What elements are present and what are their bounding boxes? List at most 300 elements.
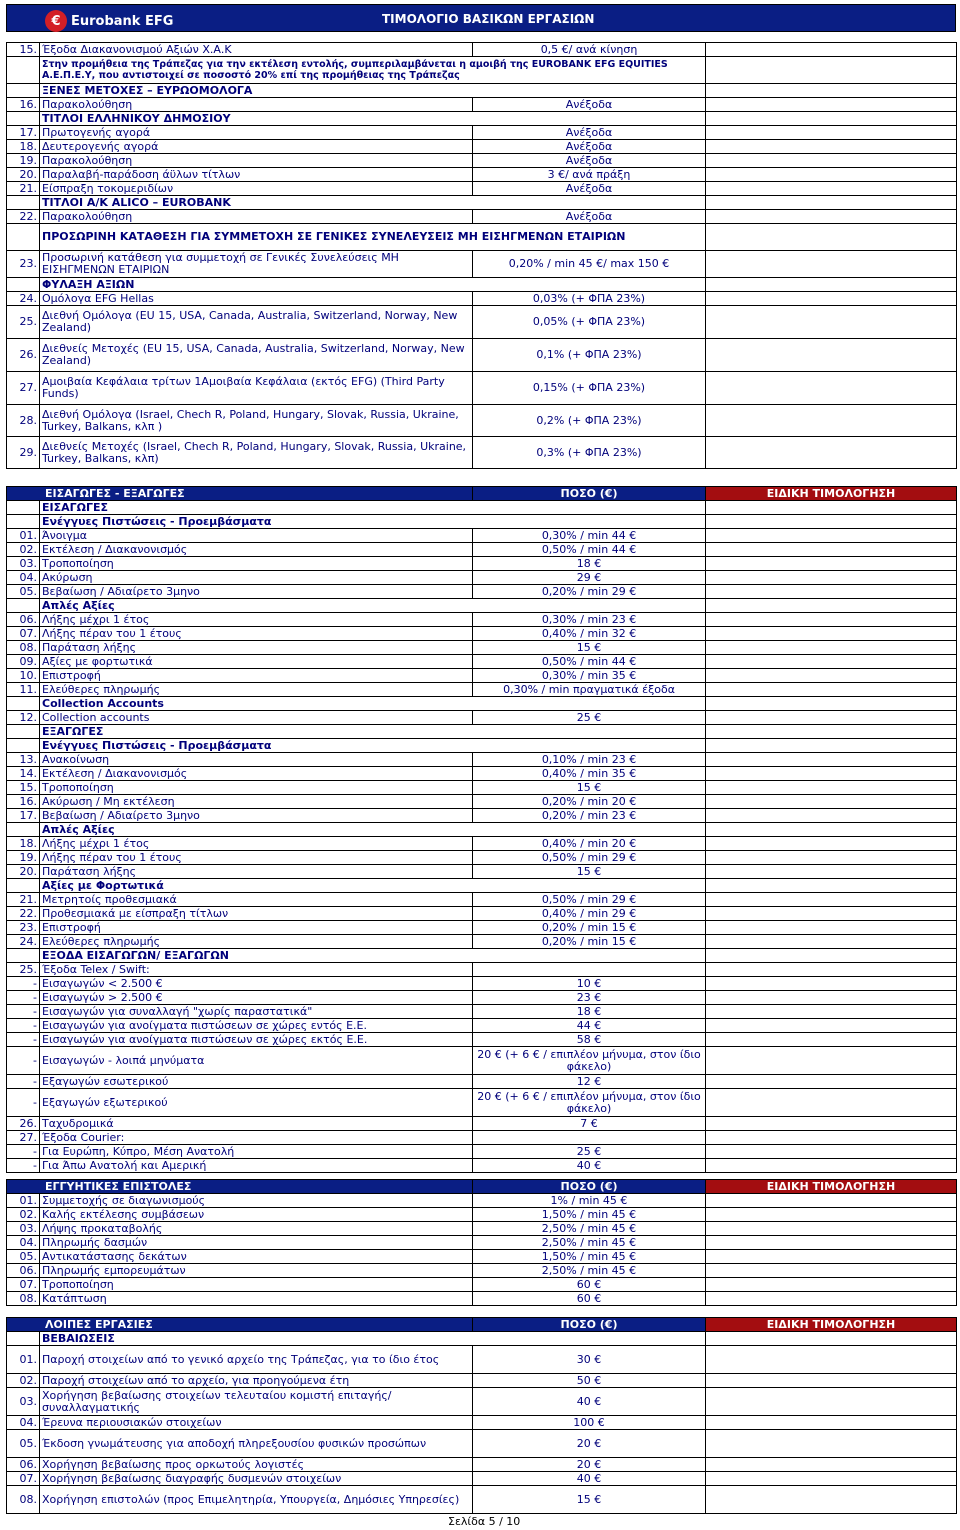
fee-amount: 25 € [473, 1145, 706, 1159]
special-pricing-cell [706, 1458, 957, 1472]
table-row [7, 795, 957, 809]
special-pricing-cell [706, 515, 957, 529]
special-pricing-cell [706, 1145, 957, 1159]
row-number: 29. [7, 437, 40, 469]
row-number: - [7, 1159, 40, 1173]
table-row [7, 739, 957, 753]
page-title: ΤΙΜΟΛΟΓΙΟ ΒΑΣΙΚΩΝ ΕΡΓΑΣΙΩΝ [382, 12, 595, 26]
section-heading: ΒΕΒΑΙΩΣΕΙΣ [40, 1332, 706, 1346]
special-pricing-cell [706, 1075, 957, 1089]
table-row [7, 571, 957, 585]
fee-amount: 15 € [473, 865, 706, 879]
table-row [7, 1430, 957, 1458]
row-number [7, 949, 40, 963]
fee-amount: 20 € (+ 6 € / επιπλέον μήνυμα, στον ίδιο φάκελο) [473, 1089, 706, 1117]
fee-amount: Ανέξοδα [473, 140, 706, 154]
special-pricing-cell [706, 529, 957, 543]
service-description: Εξαγωγών εξωτερικού [40, 1089, 473, 1117]
table-row [7, 278, 957, 292]
service-description: Εισαγωγών για συναλλαγή "χωρίς παραστατικά" [40, 1005, 473, 1019]
row-number: 20. [7, 865, 40, 879]
service-description: Διεθνή Ομόλογα (EU 15, USA, Canada, Australia, Switzerland, Norway, New Zealand) [40, 306, 473, 339]
special-pricing-cell [706, 1332, 957, 1346]
service-description: Αμοιβαία Κεφάλαια τρίτων 1Αμοιβαία Κεφάλαια (εκτός EFG) (Third Party Funds) [40, 372, 473, 405]
special-pricing-cell [706, 655, 957, 669]
row-number: 07. [7, 1472, 40, 1486]
table-row [7, 767, 957, 781]
fee-amount: 0,40% / min 32 € [473, 627, 706, 641]
special-pricing-cell [706, 1486, 957, 1514]
service-description: Λήξης μέχρι 1 έτος [40, 837, 473, 851]
fee-amount: 0,30% / min 35 € [473, 669, 706, 683]
service-description: Εισαγωγών για ανοίγματα πιστώσεων σε χώρες εντός Ε.Ε. [40, 1019, 473, 1033]
service-description: Τροποποίηση [40, 1278, 473, 1292]
row-number: - [7, 1075, 40, 1089]
fee-amount: 0,20% / min 23 € [473, 809, 706, 823]
service-description: Αξίες με φορτωτικά [40, 655, 473, 669]
row-number: 19. [7, 851, 40, 865]
service-description: Για Ευρώπη, Κύπρο, Μέση Ανατολή [40, 1145, 473, 1159]
special-pricing-cell [706, 112, 957, 126]
row-number: - [7, 1145, 40, 1159]
table-row [7, 907, 957, 921]
special-pricing-cell [706, 767, 957, 781]
fee-amount: 0,20% / min 45 €/ max 150 € [473, 251, 706, 278]
table-row [7, 627, 957, 641]
row-number: 03. [7, 1388, 40, 1416]
special-pricing-cell [706, 1117, 957, 1131]
section-heading: Ενέγγυες Πιστώσεις - Προεμβάσματα [40, 739, 706, 753]
service-description: Προθεσμιακά με είσπραξη τίτλων [40, 907, 473, 921]
special-pricing-cell [706, 1264, 957, 1278]
row-number: - [7, 1089, 40, 1117]
row-number: 23. [7, 921, 40, 935]
row-number: 27. [7, 1131, 40, 1145]
section-heading: Αξίες με Φορτωτικά [40, 879, 706, 893]
table-row [7, 669, 957, 683]
service-description: Έξοδα Διακανονισμού Αξιών Χ.Α.Κ [40, 43, 473, 57]
table-row [7, 753, 957, 767]
service-description: Ομόλογα EFG Hellas [40, 292, 473, 306]
fee-amount: 18 € [473, 1005, 706, 1019]
row-number: 02. [7, 543, 40, 557]
section-heading: Απλές Αξίες [40, 823, 706, 837]
table-row [7, 851, 957, 865]
special-pricing-cell [706, 196, 957, 210]
fee-amount: 0,2% (+ ΦΠΑ 23%) [473, 405, 706, 437]
fee-amount: 25 € [473, 711, 706, 725]
special-pricing-header: ΕΙΔΙΚΗ ΤΙΜΟΛΟΓΗΣΗ [706, 487, 957, 501]
service-description: Αντικατάστασης δεκάτων [40, 1250, 473, 1264]
service-description: Collection accounts [40, 711, 473, 725]
fee-amount: 0,20% / min 29 € [473, 585, 706, 599]
service-description: Χορήγηση βεβαίωσης προς ορκωτούς λογιστές [40, 1458, 473, 1472]
special-pricing-cell [706, 168, 957, 182]
service-description: Διεθνείς Μετοχές (Israel, Chech R, Poland, Hungary, Slovak, Russia, Ukraine, Turkey, Balkans, κλπ) [40, 437, 473, 469]
special-pricing-cell [706, 683, 957, 697]
fee-amount: 0,03% (+ ΦΠΑ 23%) [473, 292, 706, 306]
service-description: Επιστροφή [40, 921, 473, 935]
table-row [7, 865, 957, 879]
row-number: 13. [7, 753, 40, 767]
table-row [7, 251, 957, 278]
table-row [7, 112, 957, 126]
row-number [7, 697, 40, 711]
row-number: 14. [7, 767, 40, 781]
service-description: Είσπραξη τοκομεριδίων [40, 182, 473, 196]
service-description: Λήψης προκαταβολής [40, 1222, 473, 1236]
service-description: Παρακολούθηση [40, 210, 473, 224]
row-number: - [7, 1019, 40, 1033]
fee-amount [473, 963, 706, 977]
page-header [6, 4, 956, 32]
special-pricing-cell [706, 753, 957, 767]
special-pricing-cell [706, 292, 957, 306]
row-number: 19. [7, 154, 40, 168]
special-pricing-cell [706, 182, 957, 196]
fee-amount: 0,10% / min 23 € [473, 753, 706, 767]
table-row [7, 949, 957, 963]
row-number [7, 599, 40, 613]
special-pricing-cell [706, 224, 957, 251]
table-row [7, 1019, 957, 1033]
row-number: 21. [7, 893, 40, 907]
service-description: Ακύρωση / Μη εκτέλεση [40, 795, 473, 809]
special-pricing-cell [706, 893, 957, 907]
section-heading: ΤΙΤΛΟΙ Α/Κ ALICO – EUROBANK [40, 196, 706, 210]
service-description: Εισαγωγών για ανοίγματα πιστώσεων σε χώρες εκτός Ε.Ε. [40, 1033, 473, 1047]
table-header [7, 487, 957, 501]
row-number: 15. [7, 43, 40, 57]
fee-amount: 0,5 €/ ανά κίνηση [473, 43, 706, 57]
special-pricing-cell [706, 1222, 957, 1236]
special-pricing-cell [706, 306, 957, 339]
row-number: 18. [7, 837, 40, 851]
fee-amount: 0,50% / min 44 € [473, 543, 706, 557]
special-pricing-cell [706, 1047, 957, 1075]
row-number [7, 196, 40, 210]
table-row [7, 98, 957, 112]
section-heading: ΕΞΟΔΑ ΕΙΣΑΓΩΓΩΝ/ ΕΞΑΓΩΓΩΝ [40, 949, 706, 963]
section-heading: ΦΥΛΑΞΗ ΑΞΙΩΝ [40, 278, 706, 292]
row-number: - [7, 1047, 40, 1075]
fee-amount: 0,30% / min 44 € [473, 529, 706, 543]
service-description: Για Άπω Ανατολή και Αμερική [40, 1159, 473, 1173]
table-row [7, 57, 957, 84]
row-number: 27. [7, 372, 40, 405]
row-number: 04. [7, 1416, 40, 1430]
table-row [7, 292, 957, 306]
fee-amount: 0,40% / min 35 € [473, 767, 706, 781]
table-row [7, 725, 957, 739]
special-pricing-cell [706, 599, 957, 613]
special-pricing-cell [706, 935, 957, 949]
table-row [7, 1236, 957, 1250]
special-pricing-cell [706, 1194, 957, 1208]
service-description: Επιστροφή [40, 669, 473, 683]
table-row [7, 1250, 957, 1264]
fee-amount: 1,50% / min 45 € [473, 1208, 706, 1222]
page-number: Σελίδα 5 / 10 [448, 1515, 521, 1528]
row-number: 24. [7, 292, 40, 306]
special-pricing-cell [706, 711, 957, 725]
special-pricing-cell [706, 809, 957, 823]
fee-amount: 23 € [473, 991, 706, 1005]
fee-amount: 0,20% / min 20 € [473, 795, 706, 809]
special-pricing-cell [706, 278, 957, 292]
special-pricing-cell [706, 613, 957, 627]
section-heading: ΤΙΤΛΟΙ ΕΛΛΗΝΙΚΟΥ ΔΗΜΟΣΙΟΥ [40, 112, 706, 126]
fee-amount: 44 € [473, 1019, 706, 1033]
fee-amount: 3 €/ ανά πράξη [473, 168, 706, 182]
fee-amount: 20 € [473, 1430, 706, 1458]
special-pricing-cell [706, 437, 957, 469]
row-number: 12. [7, 711, 40, 725]
fee-amount: 60 € [473, 1278, 706, 1292]
row-number: 06. [7, 1264, 40, 1278]
table-header [7, 1180, 957, 1194]
row-number: - [7, 1005, 40, 1019]
special-pricing-cell [706, 921, 957, 935]
service-description: Παρακολούθηση [40, 98, 473, 112]
special-pricing-cell [706, 1374, 957, 1388]
table-row [7, 154, 957, 168]
fee-amount: Ανέξοδα [473, 98, 706, 112]
special-pricing-cell [706, 585, 957, 599]
row-number: 22. [7, 907, 40, 921]
fee-amount: 15 € [473, 1486, 706, 1514]
fee-amount: 15 € [473, 781, 706, 795]
row-number: 07. [7, 627, 40, 641]
special-pricing-cell [706, 1089, 957, 1117]
row-number: 18. [7, 140, 40, 154]
table-row [7, 339, 957, 372]
row-number: 10. [7, 669, 40, 683]
service-description: Χορήγηση επιστολών (προς Επιμελητηρία, Υπουργεία, Δημόσιες Υπηρεσίες) [40, 1486, 473, 1514]
table-row [7, 1047, 957, 1075]
special-pricing-cell [706, 879, 957, 893]
table-row [7, 405, 957, 437]
special-pricing-cell [706, 98, 957, 112]
special-pricing-cell [706, 405, 957, 437]
row-number: 05. [7, 1250, 40, 1264]
fee-amount [473, 1131, 706, 1145]
table-row [7, 210, 957, 224]
table-row [7, 711, 957, 725]
fee-amount: 58 € [473, 1033, 706, 1047]
row-number: 08. [7, 1486, 40, 1514]
euro-logo-icon: € [45, 10, 67, 32]
row-number [7, 515, 40, 529]
special-pricing-cell [706, 1005, 957, 1019]
special-pricing-cell [706, 851, 957, 865]
table-row [7, 1075, 957, 1089]
service-description: Διεθνή Ομόλογα (Israel, Chech R, Poland, Hungary, Slovak, Russia, Ukraine, Turkey, Balkans, κλπ ) [40, 405, 473, 437]
table-row [7, 977, 957, 991]
service-description: Χορήγηση βεβαίωσης διαγραφής δυσμενών στοιχείων [40, 1472, 473, 1486]
special-pricing-cell [706, 1292, 957, 1306]
table-row [7, 1346, 957, 1374]
table-row [7, 1222, 957, 1236]
fee-amount: 30 € [473, 1346, 706, 1374]
table-row [7, 1145, 957, 1159]
fee-amount: 10 € [473, 977, 706, 991]
row-number [7, 501, 40, 515]
row-number: 23. [7, 251, 40, 278]
service-description: Παράταση λήξης [40, 641, 473, 655]
row-number: 05. [7, 585, 40, 599]
table-row [7, 1332, 957, 1346]
row-number: 01. [7, 1346, 40, 1374]
securities-fees-table [6, 42, 957, 469]
row-number: 08. [7, 1292, 40, 1306]
service-description: Κατάπτωση [40, 1292, 473, 1306]
row-number: 20. [7, 168, 40, 182]
table-row [7, 1117, 957, 1131]
table-row [7, 1159, 957, 1173]
table-row [7, 529, 957, 543]
table-row [7, 182, 957, 196]
section-heading: Απλές Αξίες [40, 599, 706, 613]
other-services-table [6, 1317, 957, 1514]
table-row [7, 585, 957, 599]
fee-amount: 0,20% / min 15 € [473, 935, 706, 949]
special-pricing-cell [706, 1159, 957, 1173]
service-description: Προσωρινή κατάθεση για συμμετοχή σε Γενικές Συνελεύσεις ΜΗ ΕΙΣΗΓΜΕΝΩΝ ΕΤΑΙΡΙΩΝ [40, 251, 473, 278]
fee-amount: 18 € [473, 557, 706, 571]
fee-amount: 50 € [473, 1374, 706, 1388]
fee-amount: 1% / min 45 € [473, 1194, 706, 1208]
row-number: 16. [7, 98, 40, 112]
row-number [7, 1332, 40, 1346]
fee-amount: Ανέξοδα [473, 126, 706, 140]
section-title: ΛΟΙΠΕΣ ΕΡΓΑΣΙΕΣ [7, 1318, 473, 1332]
special-pricing-cell [706, 1208, 957, 1222]
special-pricing-cell [706, 1236, 957, 1250]
special-pricing-cell [706, 865, 957, 879]
special-pricing-cell [706, 697, 957, 711]
service-description: Βεβαίωση / Αδιαίρετο 3μηνο [40, 585, 473, 599]
fee-amount: Ανέξοδα [473, 210, 706, 224]
table-row [7, 126, 957, 140]
fee-amount: 0,1% (+ ΦΠΑ 23%) [473, 339, 706, 372]
table-row [7, 437, 957, 469]
bank-logo [45, 9, 173, 33]
table-row [7, 823, 957, 837]
table-row [7, 1292, 957, 1306]
row-number: 02. [7, 1374, 40, 1388]
special-pricing-cell [706, 795, 957, 809]
row-number: 03. [7, 1222, 40, 1236]
row-number [7, 224, 40, 251]
fee-amount: 0,50% / min 44 € [473, 655, 706, 669]
service-description: Διεθνείς Μετοχές (EU 15, USA, Canada, Australia, Switzerland, Norway, New Zealand) [40, 339, 473, 372]
fee-amount: 1,50% / min 45 € [473, 1250, 706, 1264]
table-row [7, 1388, 957, 1416]
service-description: Εκτέλεση / Διακανονισμός [40, 543, 473, 557]
special-pricing-cell [706, 991, 957, 1005]
special-pricing-cell [706, 823, 957, 837]
fee-amount: 0,50% / min 29 € [473, 893, 706, 907]
section-heading: Στην προμήθεια της Τράπεζας για την εκτέλεση εντολής, συμπεριλαμβάνεται η αμοιβή της EUROBANK EFG EQUITIES Α.Ε.Π.Ε.Υ, που αντιστοιχεί σε ποσοστό 20% επί της προμήθειας της Τράπεζας [40, 57, 706, 84]
amount-column-header: ΠΟΣΟ (€) [473, 1318, 706, 1332]
service-description: Χορήγηση βεβαίωσης στοιχείων τελευταίου κομιστή επιταγής/ συναλλαγματικής [40, 1388, 473, 1416]
service-description: Τροποποίηση [40, 557, 473, 571]
table-row [7, 809, 957, 823]
special-pricing-cell [706, 949, 957, 963]
table-row [7, 1131, 957, 1145]
service-description: Εισαγωγών < 2.500 € [40, 977, 473, 991]
special-pricing-cell [706, 1346, 957, 1374]
special-pricing-cell [706, 57, 957, 84]
row-number: 21. [7, 182, 40, 196]
row-number [7, 823, 40, 837]
special-pricing-cell [706, 725, 957, 739]
row-number [7, 725, 40, 739]
table-row [7, 935, 957, 949]
fee-amount: 100 € [473, 1416, 706, 1430]
table-row [7, 196, 957, 210]
service-description: Εκτέλεση / Διακανονισμός [40, 767, 473, 781]
service-description: Λήξης πέραν του 1 έτους [40, 851, 473, 865]
row-number: 22. [7, 210, 40, 224]
table-row [7, 140, 957, 154]
row-number: - [7, 977, 40, 991]
table-row [7, 1278, 957, 1292]
special-pricing-cell [706, 140, 957, 154]
table-row [7, 501, 957, 515]
table-row [7, 1416, 957, 1430]
row-number: 09. [7, 655, 40, 669]
table-row [7, 893, 957, 907]
service-description: Ακύρωση [40, 571, 473, 585]
amount-column-header: ΠΟΣΟ (€) [473, 1180, 706, 1194]
row-number: 04. [7, 1236, 40, 1250]
table-row [7, 1458, 957, 1472]
fee-amount: 12 € [473, 1075, 706, 1089]
table-row [7, 879, 957, 893]
row-number: 17. [7, 809, 40, 823]
fee-amount: 0,40% / min 29 € [473, 907, 706, 921]
table-row [7, 1005, 957, 1019]
fee-amount: 0,3% (+ ΦΠΑ 23%) [473, 437, 706, 469]
row-number: 26. [7, 1117, 40, 1131]
table-row [7, 921, 957, 935]
fee-amount: 20 € (+ 6 € / επιπλέον μήνυμα, στον ίδιο φάκελο) [473, 1047, 706, 1075]
service-description: Έρευνα περιουσιακών στοιχείων [40, 1416, 473, 1430]
row-number: 25. [7, 306, 40, 339]
special-pricing-cell [706, 963, 957, 977]
special-pricing-cell [706, 1430, 957, 1458]
special-pricing-cell [706, 1250, 957, 1264]
table-row [7, 43, 957, 57]
special-pricing-cell [706, 977, 957, 991]
section-heading: Ενέγγυες Πιστώσεις - Προεμβάσματα [40, 515, 706, 529]
special-pricing-cell [706, 837, 957, 851]
service-description: Πληρωμής εμπορευμάτων [40, 1264, 473, 1278]
fee-amount: 2,50% / min 45 € [473, 1236, 706, 1250]
fee-amount: 0,15% (+ ΦΠΑ 23%) [473, 372, 706, 405]
row-number: 28. [7, 405, 40, 437]
table-row [7, 372, 957, 405]
row-number [7, 879, 40, 893]
row-number: 03. [7, 557, 40, 571]
service-description: Ελεύθερες πληρωμής [40, 683, 473, 697]
fee-amount: 60 € [473, 1292, 706, 1306]
row-number [7, 57, 40, 84]
table-row [7, 655, 957, 669]
table-row [7, 168, 957, 182]
